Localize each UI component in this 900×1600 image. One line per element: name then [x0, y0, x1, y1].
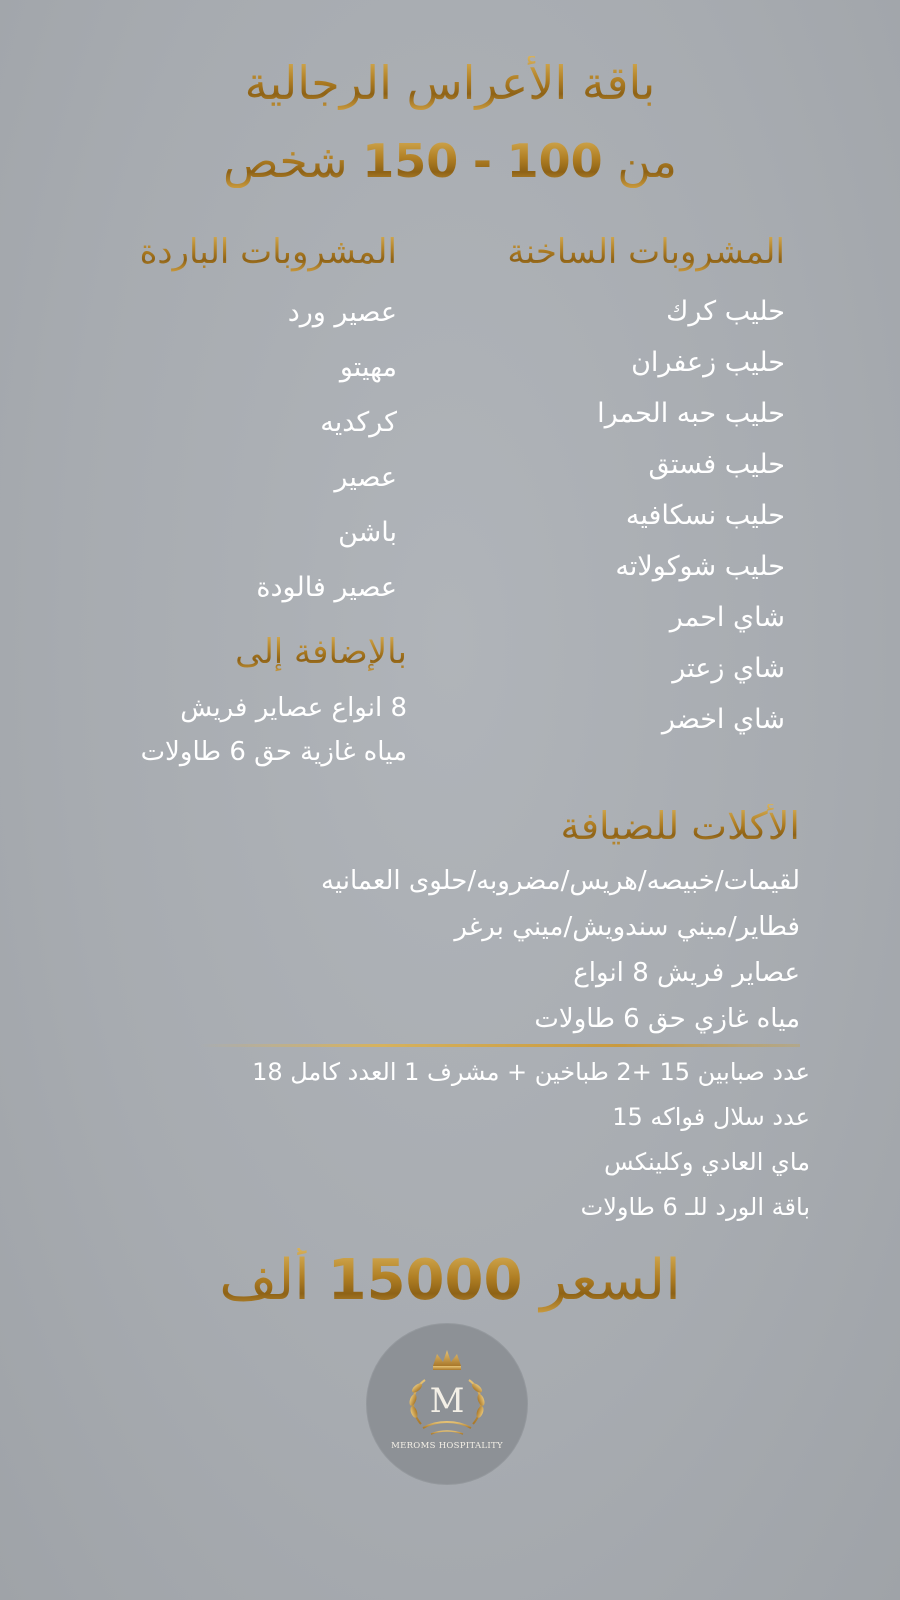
- list-item: باشن: [338, 517, 397, 548]
- list-item: مياه غازية حق 6 طاولات: [140, 737, 407, 767]
- list-item: حليب زعفران: [631, 347, 785, 378]
- price-label: السعر: [540, 1248, 681, 1313]
- list-item: لقيمات/خبيصه/هريس/مضروبه/حلوى العمانيه: [320, 866, 800, 896]
- list-item: فطاير/ميني سندويش/ميني برغر: [454, 912, 800, 942]
- list-item: عصير: [334, 462, 397, 493]
- list-item: مهيتو: [339, 352, 397, 383]
- guest-range: من 100 - 150 شخص: [0, 134, 900, 188]
- list-item: باقة الورد للـ 6 طاولات: [580, 1193, 810, 1221]
- range-separator: -: [472, 134, 493, 188]
- brand-logo: [367, 1324, 527, 1484]
- hospitality-list: [321, 858, 800, 1042]
- list-item: حليب حبه الحمرا: [597, 398, 785, 429]
- crown-laurel-emblem-icon: [367, 1324, 527, 1484]
- list-item: حليب نسكافيه: [625, 500, 785, 531]
- list-item: حليب فستق: [648, 449, 785, 480]
- cold-drinks-heading: المشروبات الباردة: [139, 232, 397, 272]
- list-item: عصير فالودة: [256, 572, 397, 603]
- price: [0, 1248, 900, 1313]
- addition-list: [141, 686, 407, 774]
- list-item: عصير ورد: [287, 297, 397, 328]
- price-unit: ألف: [219, 1248, 310, 1313]
- page-title: باقة الأعراس الرجالية: [0, 56, 900, 110]
- list-item: حليب شوكولاته: [615, 551, 785, 582]
- list-item: حليب كرك: [666, 296, 785, 327]
- logo-letter: M: [429, 1381, 465, 1421]
- logo-brand: MEROMS HOSPITALITY: [391, 1441, 503, 1451]
- hot-drinks-list: [597, 286, 785, 745]
- list-item: 8 انواع عصاير فريش: [180, 693, 407, 723]
- hospitality-heading: الأكلات للضيافة: [560, 804, 800, 848]
- price-amount: 15000: [327, 1248, 523, 1313]
- list-item: مياه غازي حق 6 طاولات: [534, 1004, 800, 1034]
- range-from: 100: [506, 134, 603, 188]
- list-item: كركديه: [320, 407, 397, 438]
- hot-drinks-heading: المشروبات الساخنة: [507, 232, 785, 272]
- cold-drinks-list: [256, 285, 397, 615]
- range-to: 150: [362, 134, 459, 188]
- gold-divider: [200, 1044, 800, 1047]
- list-item: عصاير فريش 8 انواع: [573, 958, 800, 988]
- list-item: شاي احمر: [669, 602, 785, 633]
- list-item: عدد صبابين 15 +2 طباخين + مشرف 1 العدد كامل 18: [252, 1058, 810, 1086]
- list-item: شاي زعتر: [672, 653, 785, 684]
- staff-list: [252, 1050, 810, 1230]
- addition-heading: بالإضافة إلى: [235, 632, 407, 672]
- list-item: ماي العادي وكلينكس: [604, 1148, 810, 1176]
- list-item: عدد سلال فواكه 15: [612, 1103, 810, 1131]
- list-item: شاي اخضر: [661, 704, 785, 735]
